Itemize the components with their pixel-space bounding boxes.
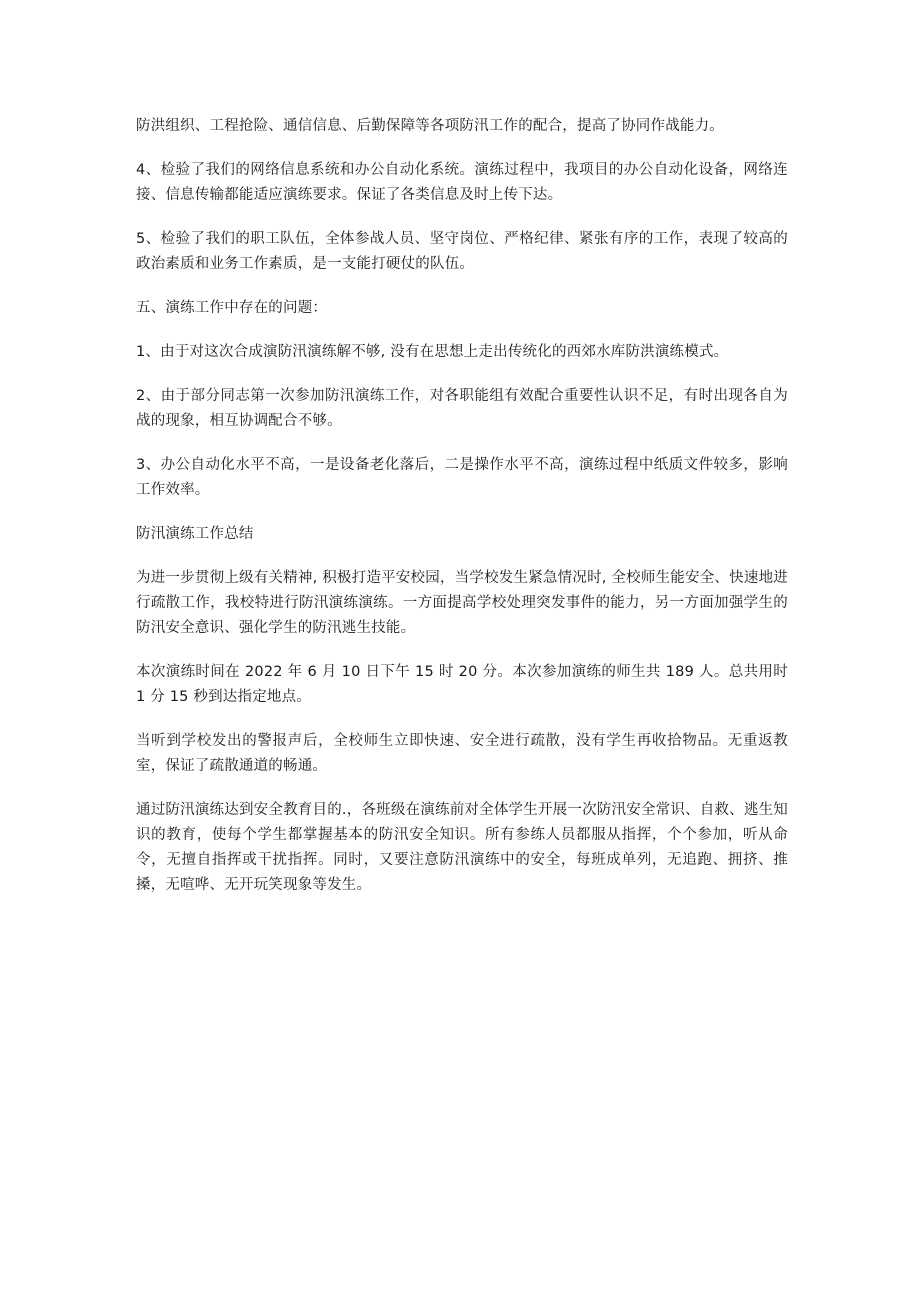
document-title: 防汛演练工作总结 bbox=[136, 526, 254, 542]
document-body bbox=[136, 114, 788, 917]
paragraph-item-5: 5、检验了我们的职工队伍，全体参战人员、坚守岗位、严格纪律、紧张有序的工作，表现了较高的政治素质和业务工作素质，是一支能打硬仗的队伍。 bbox=[136, 231, 788, 272]
paragraph-drill-time: 本次演练时间在 2022 年 6 月 10 日下午 15 时 20 分。本次参加演练的师生共 189 人。总共用时 1 分 15 秒到达指定地点。 bbox=[136, 664, 788, 705]
paragraph-item-4: 4、检验了我们的网络信息系统和办公自动化系统。演练过程中，我项目的办公自动化设备，网络连接、信息传输都能适应演练要求。保证了各类信息及时上传下达。 bbox=[136, 162, 788, 203]
paragraph-evacuation: 当听到学校发出的警报声后，全校师生立即快速、安全进行疏散，没有学生再收拾物品。无重返教室，保证了疏散通道的畅通。 bbox=[136, 733, 788, 774]
paragraph-problem-3: 3、办公自动化水平不高，一是设备老化落后，二是操作水平不高，演练过程中纸质文件较多，影响工作效率。 bbox=[136, 457, 788, 498]
paragraph-problem-2: 2、由于部分同志第一次参加防汛演练工作，对各职能组有效配合重要性认识不足，有时出现各自为战的现象，相互协调配合不够。 bbox=[136, 388, 788, 429]
paragraph-cooperation: 防洪组织、工程抢险、通信信息、后勤保障等各项防汛工作的配合，提高了协同作战能力。 bbox=[136, 118, 724, 134]
paragraph-problem-1: 1、由于对这次合成演防汛演练解不够, 没有在思想上走出传统化的西郊水库防洪演练模式。 bbox=[136, 344, 729, 360]
section-heading-problems: 五、演练工作中存在的问题： bbox=[136, 300, 328, 316]
paragraph-intro: 为进一步贯彻上级有关精神, 积极打造平安校园，当学校发生紧急情况时, 全校师生能安全、快速地进行疏散工作，我校特进行防汛演练演练。一方面提高学校处理突发事件的能力，另一方面加强学生的防汛安全意识、强化学生的防汛逃生技能。 bbox=[136, 570, 788, 636]
paragraph-safety-education: 通过防汛演练达到安全教育目的.，各班级在演练前对全体学生开展一次防汛安全常识、自救、逃生知识的教育，使每个学生都掌握基本的防汛安全知识。所有参练人员都服从指挥，个个参加，听从命令，无擅自指挥或干扰指挥。同时，又要注意防汛演练中的安全，每班成单列，无追跑、拥挤、推搡，无喧哗、无开玩笑现象等发生。 bbox=[136, 802, 788, 893]
